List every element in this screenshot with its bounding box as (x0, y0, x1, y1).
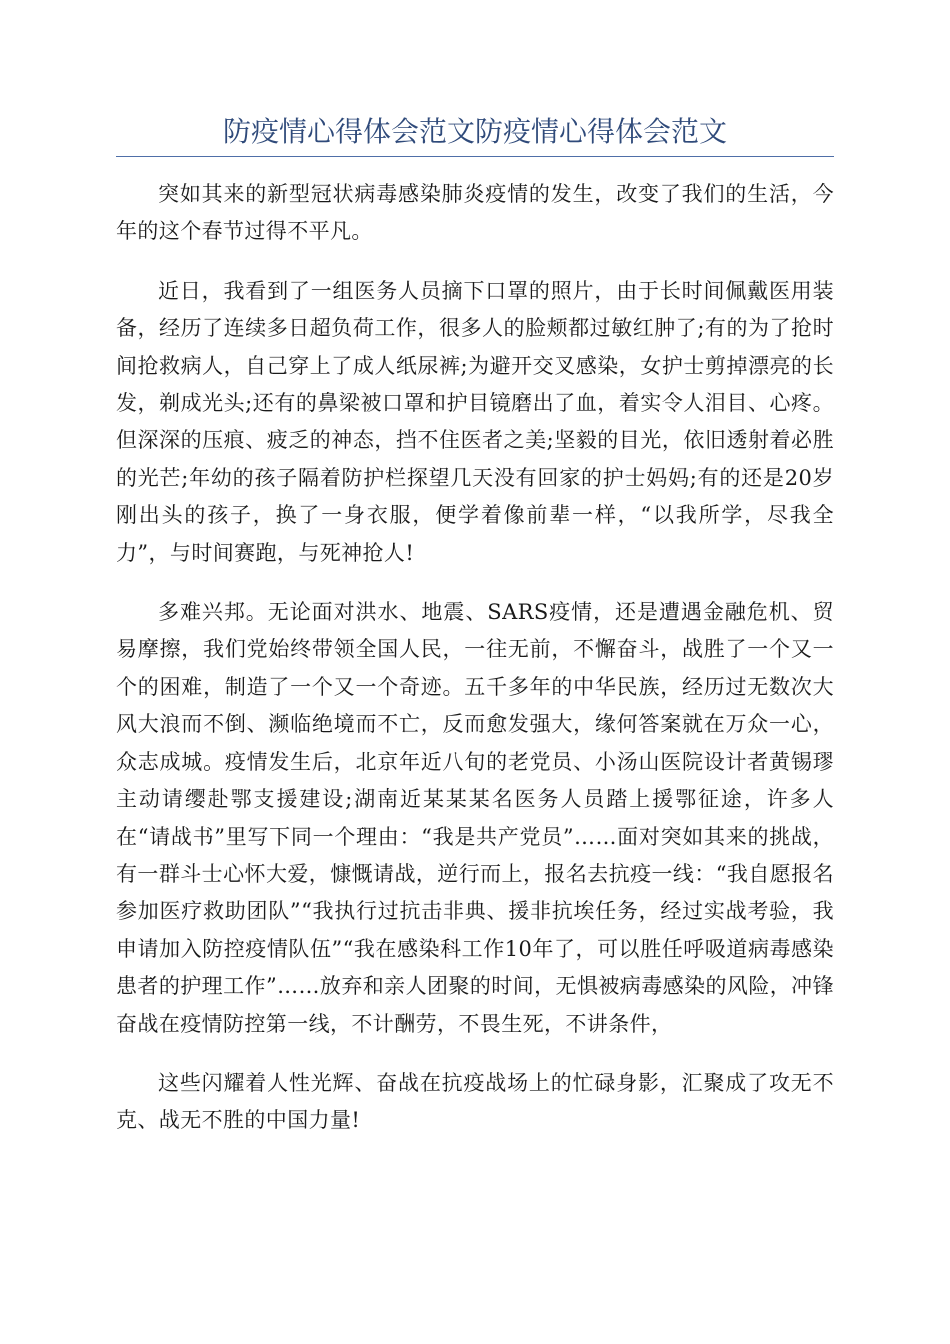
title-block (116, 112, 834, 157)
paragraph-1: 突如其来的新型冠状病毒感染肺炎疫情的发生，改变了我们的生活，今年的这个春节过得不平凡。 (116, 182, 834, 244)
document-title: 防疫情心得体会范文防疫情心得体会范文 (222, 115, 727, 148)
paragraph-4: 这些闪耀着人性光辉、奋战在抗疫战场上的忙碌身影，汇聚成了攻无不克、战无不胜的中国力量! (116, 1070, 834, 1133)
paragraph-2: 近日，我看到了一组医务人员摘下口罩的照片，由于长时间佩戴医用装备，经历了连续多日超负荷工作，很多人的脸颊都过敏红肿了;有的为了抢时间抢救病人，自己穿上了成人纸尿裤;为避开交叉感染，女护士剪掉漂亮的长发，剃成光头;还有的鼻梁被口罩和护目镜磨出了血，着实令人泪目、心疼。但深深的压痕、疲乏的神态，挡不住医者之美;坚毅的目光，依旧透射着必胜的光芒;年幼的孩子隔着防护栏探望几天没有回家的护士妈妈;有的还是20岁刚出头的孩子，换了一身衣服，便学着像前辈一样，“以我所学，尽我全力”，与时间赛跑，与死神抢人! (116, 278, 834, 565)
paragraph-3: 多难兴邦。无论面对洪水、地震、SARS疫情，还是遭遇金融危机、贸易摩擦，我们党始终带领全国人民，一往无前，不懈奋斗，战胜了一个又一个的困难，制造了一个又一个奇迹。五千多年的中华民族，经历过无数次大风大浪而不倒、濒临绝境而不亡，反而愈发强大，缘何答案就在万众一心，众志成城。疫情发生后，北京年近八旬的老党员、小汤山医院设计者黄锡璆主动请缨赴鄂支援建设;湖南近某某某名医务人员踏上援鄂征途，许多人在“请战书”里写下同一个理由：“我是共产党员”……面对突如其来的挑战，有一群斗士心怀大爱，慷慨请战，逆行而上，报名去抗疫一线：“我自愿报名参加医疗救助团队”“我执行过抗击非典、援非抗埃任务，经过实战考验，我申请加入防控疫情队伍”“我在感染科工作10年了，可以胜任呼吸道病毒感染患者的护理工作”……放弃和亲人团聚的时间，无惧被病毒感染的风险，冲锋奋战在疫情防控第一线，不计酬劳，不畏生死，不讲条件， (116, 600, 834, 1036)
document-body (116, 176, 834, 1162)
